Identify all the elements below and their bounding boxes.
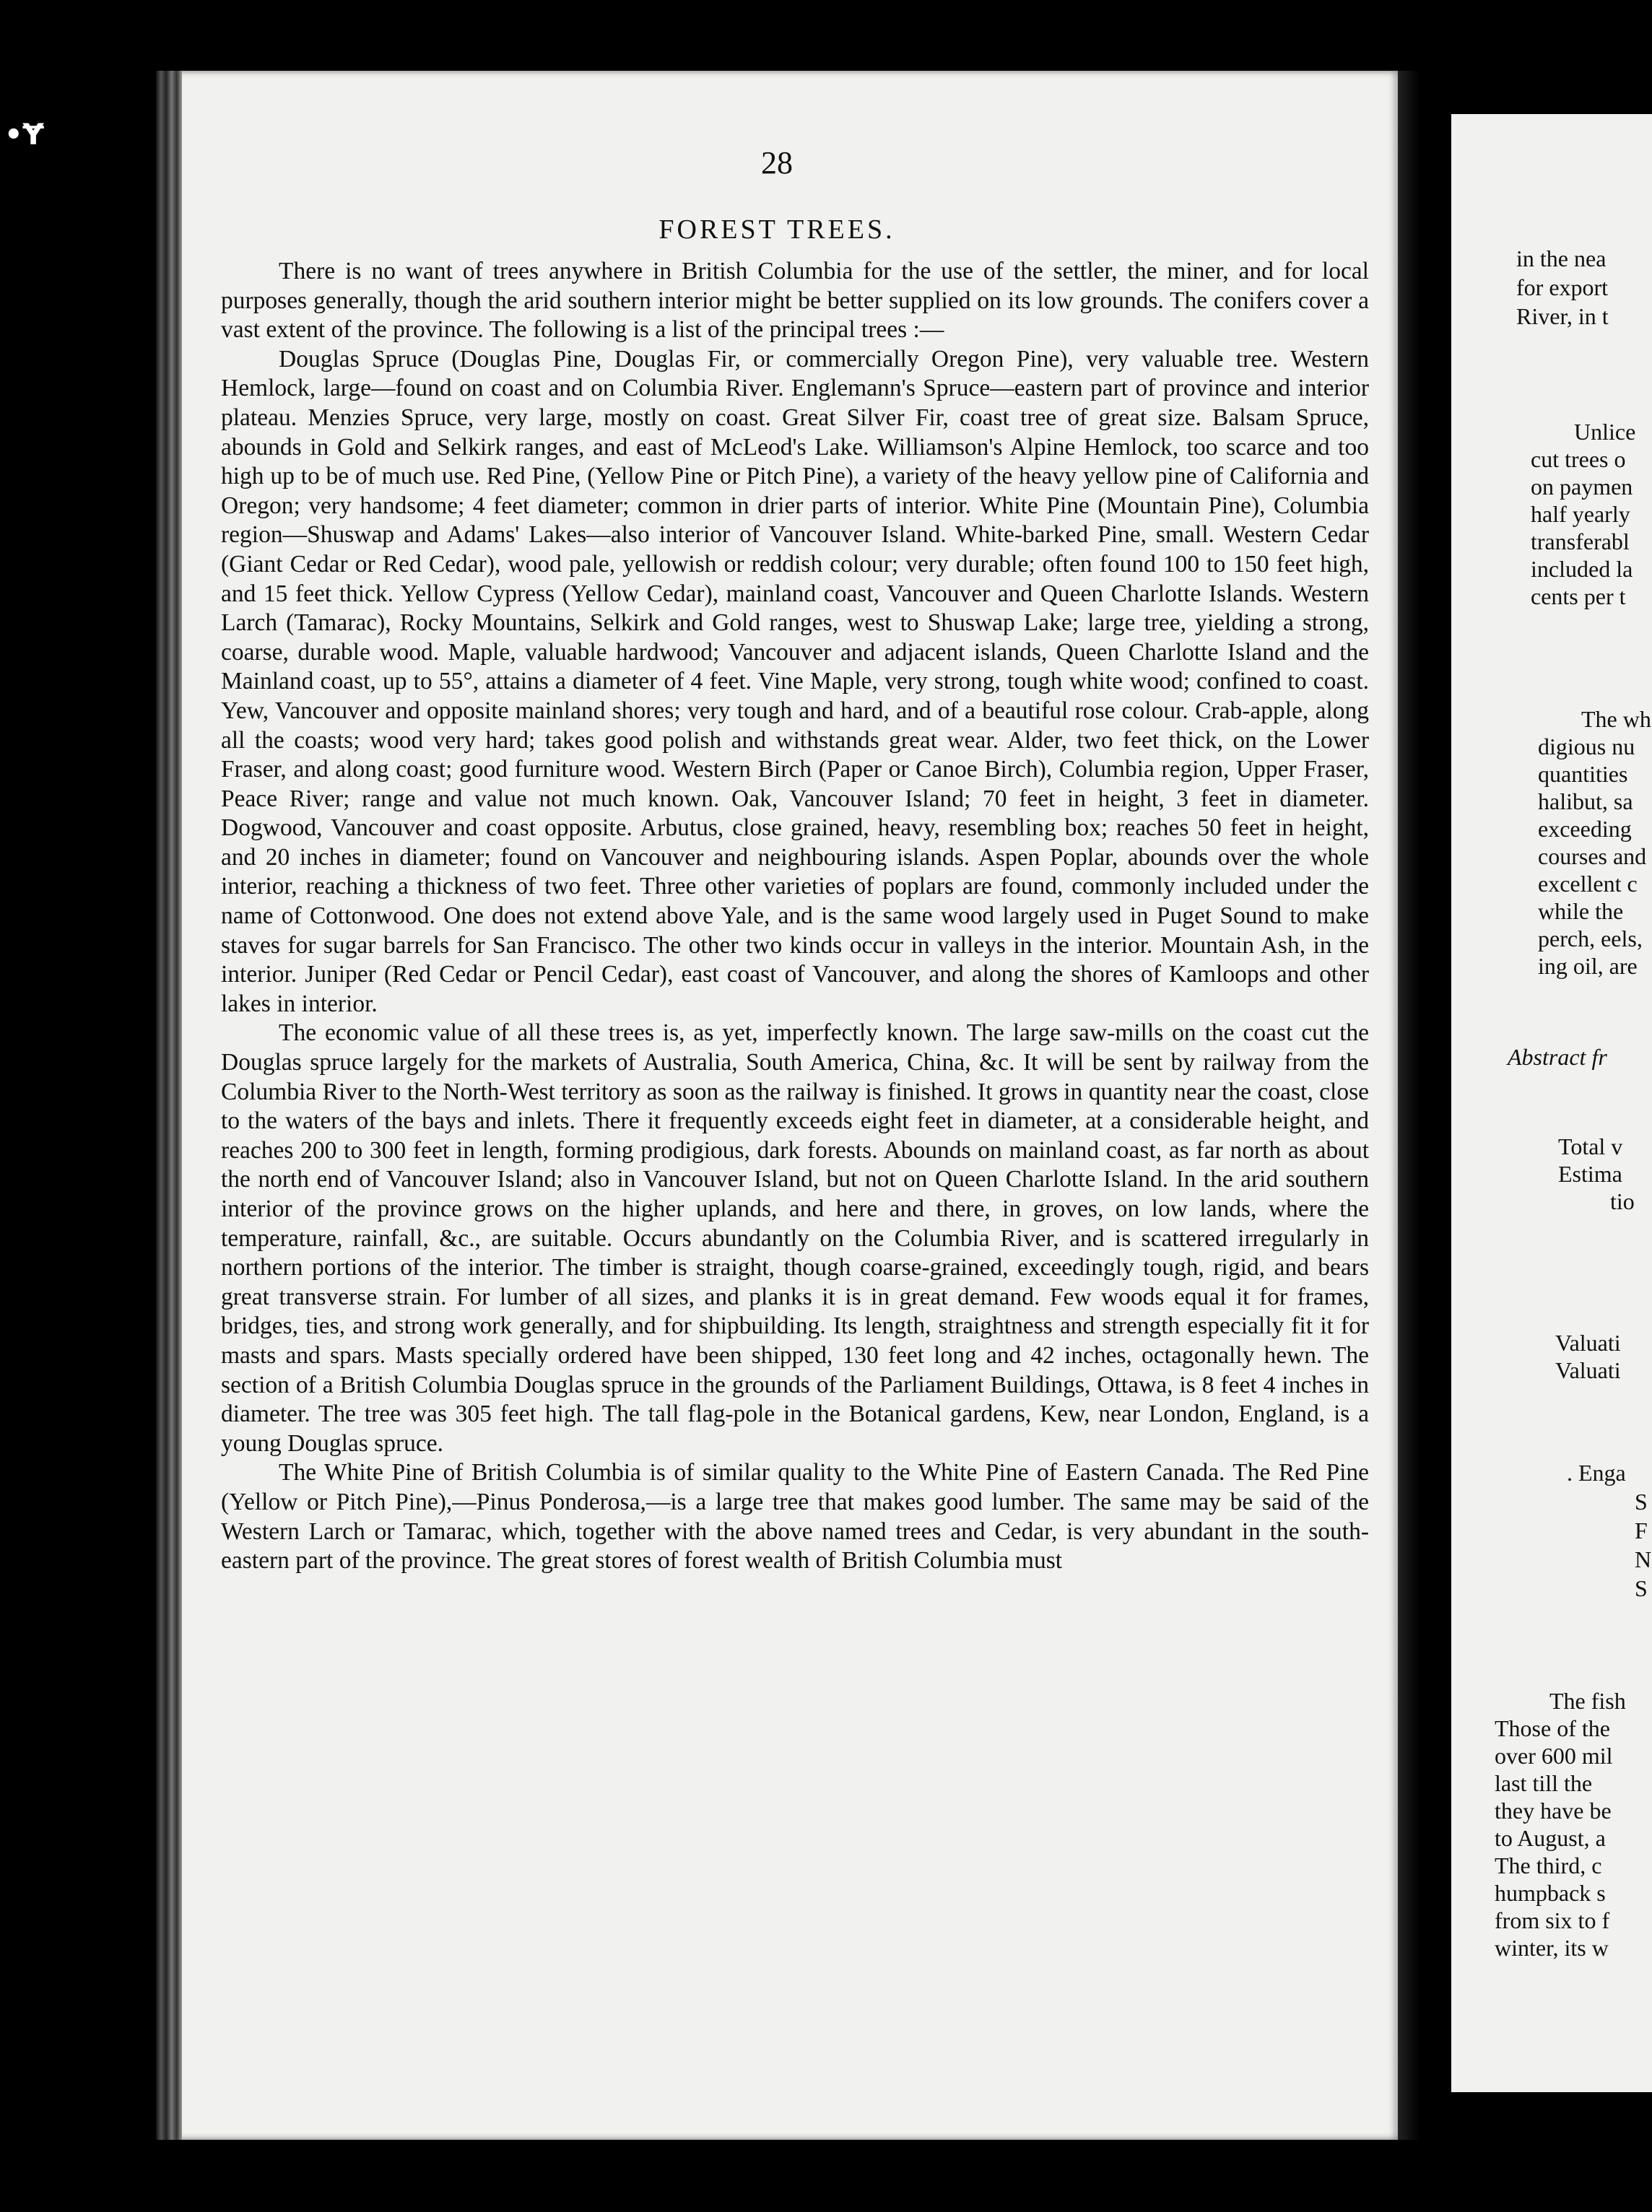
right-page-line: half yearly bbox=[1531, 501, 1630, 527]
right-page-line: they have be bbox=[1495, 1798, 1612, 1824]
right-page-line: S bbox=[1635, 1489, 1648, 1515]
right-page-line: transferabl bbox=[1531, 528, 1630, 554]
right-page-line: included la bbox=[1531, 556, 1633, 582]
left-page bbox=[156, 71, 1398, 2140]
right-page-line: cut trees o bbox=[1531, 446, 1626, 472]
right-page-line: The third, c bbox=[1495, 1852, 1602, 1878]
right-page-line: Total v bbox=[1558, 1133, 1623, 1159]
right-page-line: The fish bbox=[1549, 1688, 1626, 1714]
book-binding bbox=[156, 71, 182, 2140]
right-page-line: . Enga bbox=[1567, 1460, 1626, 1486]
right-page-line: over 600 mil bbox=[1495, 1743, 1613, 1769]
paragraph-tree-list: Douglas Spruce (Douglas Pine, Douglas Fir, or commercially Oregon Pine), very valuable tree. Western Hemlock, large—found on coast and on Columbia River. Englemann's Spruce—eastern part of province and interior plateau. Menzies Spruce, very large, mostly on coast. Great Silver Fir, coast tree of great size. Balsam Spruce, abounds in Gold and Selkirk ranges, and east of McLeod's Lake. Williamson's Alpine Hemlock, too scarce and too high up to be of much use. Red Pine, (Yellow Pine or Pitch Pine), a variety of the heavy yellow pine of California and Oregon; very handsome; 4 feet diameter; common in drier parts of interior. White Pine (Mountain Pine), Columbia region—Shuswap and Adams' Lakes—also interior of Vancouver Island. White-barked Pine, small. Western Cedar (Giant Cedar or Red Cedar), wood pale, yellowish or reddish colour; very durable; often found 100 to 150 feet high, and 15 feet thick. Yellow Cypress (Yellow Cedar), mainland coast, Vancouver and Queen Charlotte Islands. Western Larch (Tamarac), Rocky Mountains, Selkirk and Gold ranges, west to Shuswap Lake; large tree, yielding a strong, coarse, durable wood. Maple, valuable hardwood; Vancouver and adjacent islands, Queen Charlotte Island and the Mainland coast, up to 55°, attains a diameter of 4 feet. Vine Maple, very strong, tough white wood; confined to coast. Yew, Vancouver and opposite mainland shores; very tough and hard, and of a beautiful rose colour. Crab-apple, along all the coasts; wood very hard; takes good polish and withstands great wear. Alder, two feet thick, on the Lower Fraser, and along coast; good furniture wood. Western Birch (Paper or Canoe Birch), Columbia region, Upper Fraser, Peace River; range and value not much known. Oak, Vancouver Island; 70 feet in height, 3 feet in diameter. Dogwood, Vancouver and coast opposite. Arbutus, close grained, heavy, resembling box; reaches 50 feet in height, and 20 inches in diameter; found on Vancouver and neighbouring islands. Aspen Poplar, abounds over the whole interior, reaching a thickness of two feet. Three other varieties of poplars are found, commonly included under the name of Cottonwood. One does not extend above Yale, and is the same wood largely used in Puget Sound to make staves for sugar barrels for San Francisco. The other two kinds occur in valleys in the interior. Mountain Ash, in the interior. Juniper (Red Cedar or Pencil Cedar), east coast of Vancouver, and along the shores of Kamloops and other lakes in interior. bbox=[221, 345, 1369, 1017]
paragraph-white-pine: The White Pine of British Columbia is of similar quality to the White Pine of Eastern Canada. The Red Pine (Yellow or Pitch Pine),—Pinus Ponderosa,—is a large tree that makes good lumber. The same may be said of the Western Larch or Tamarac, which, together with the above named trees and Cedar, is very abundant in the south-eastern part of the province. The great stores of forest wealth of British Columbia must bbox=[221, 1459, 1369, 1575]
right-page-line: Those of the bbox=[1495, 1715, 1610, 1741]
right-page bbox=[1451, 114, 1652, 2092]
right-page-line: Unlice bbox=[1574, 419, 1636, 445]
right-page-line: The wh bbox=[1581, 706, 1651, 732]
page-gutter bbox=[1398, 71, 1451, 2140]
right-page-line: perch, eels, bbox=[1538, 926, 1643, 952]
right-page-line: N bbox=[1635, 1546, 1652, 1572]
right-page-line: while the bbox=[1538, 898, 1624, 924]
stray-scan-mark: •Ɏ bbox=[4, 118, 44, 152]
right-page-line: S bbox=[1635, 1575, 1648, 1601]
right-page-line: F bbox=[1635, 1518, 1648, 1543]
right-page-line: ing oil, are bbox=[1538, 953, 1638, 979]
paragraph-economic-value: The economic value of all these trees is, as yet, imperfectly known. The large saw-mills on the coast cut the Douglas spruce largely for the markets of Australia, South America, China, &c. It will be sent by railway from the Columbia River to the North-West territory as soon as the railway is finished. It grows in quantity near the coast, close to the waters of the bays and inlets. There it frequently exceeds eight feet in diameter, at a considerable height, and reaches 200 to 300 feet in length, forming prodigious, dark forests. Abounds on mainland coast, as far north as about the north end of Vancouver Island; also in Vancouver Island, but not on Queen Charlotte Island. In the arid southern interior of the province grows on the higher uplands, and here and there, in groves, on low lands, where the temperature, rainfall, &c., are suitable. Occurs abundantly on the Columbia River, and is scattered irregularly in northern portions of the interior. The timber is straight, though coarse-grained, exceedingly tough, rigid, and bears great transverse strain. For lumber of all sizes, and planks it is in great demand. Few woods equal it for frames, bridges, ties, and strong work generally, and for shipbuilding. Its length, straightness and strength especially fit it for masts and spars. Masts specially ordered have been shipped, 130 feet long and 42 inches, octagonally hewn. The section of a British Columbia Douglas spruce in the grounds of the Parliament Buildings, Ottawa, is 8 feet 4 inches in diameter. The tree was 305 feet high. The tall flag-pole in the Botanical gardens, Kew, near London, England, is a young Douglas spruce. bbox=[221, 1019, 1369, 1457]
right-page-line: quantities bbox=[1538, 761, 1628, 787]
right-page-line: cents per t bbox=[1531, 583, 1626, 609]
right-page-line: from six to f bbox=[1495, 1907, 1610, 1933]
page-number: 28 bbox=[761, 145, 793, 180]
body-text bbox=[221, 257, 1369, 1576]
right-page-line: exceeding bbox=[1538, 816, 1632, 842]
right-page-line: River, in t bbox=[1516, 303, 1609, 329]
right-page-line: tio bbox=[1610, 1188, 1635, 1214]
right-page-line: to August, a bbox=[1495, 1825, 1606, 1851]
right-page-line: halibut, sa bbox=[1538, 788, 1633, 814]
right-page-line: Valuati bbox=[1555, 1357, 1621, 1383]
right-page-line: excellent c bbox=[1538, 871, 1638, 897]
right-page-line: Estima bbox=[1558, 1161, 1622, 1187]
right-page-line: courses and bbox=[1538, 843, 1647, 869]
right-page-line: Abstract fr bbox=[1508, 1044, 1607, 1070]
right-page-line: digious nu bbox=[1538, 733, 1635, 759]
right-page-line: in the nea bbox=[1516, 245, 1607, 271]
right-page-line: Valuati bbox=[1555, 1330, 1621, 1356]
right-page-line: for export bbox=[1516, 274, 1609, 300]
right-page-line: humpback s bbox=[1495, 1880, 1606, 1906]
section-title: FOREST TREES. bbox=[658, 214, 895, 245]
right-page-line: on paymen bbox=[1531, 474, 1633, 500]
paragraph-intro: There is no want of trees anywhere in British Columbia for the use of the settler, the miner, and for local purposes generally, though the arid southern interior might be better supplied on its low grounds. The conifers cover a vast extent of the province. The following is a list of the principal trees :— bbox=[221, 258, 1369, 344]
right-page-line: last till the bbox=[1495, 1770, 1593, 1796]
right-page-line: winter, its w bbox=[1495, 1935, 1609, 1961]
